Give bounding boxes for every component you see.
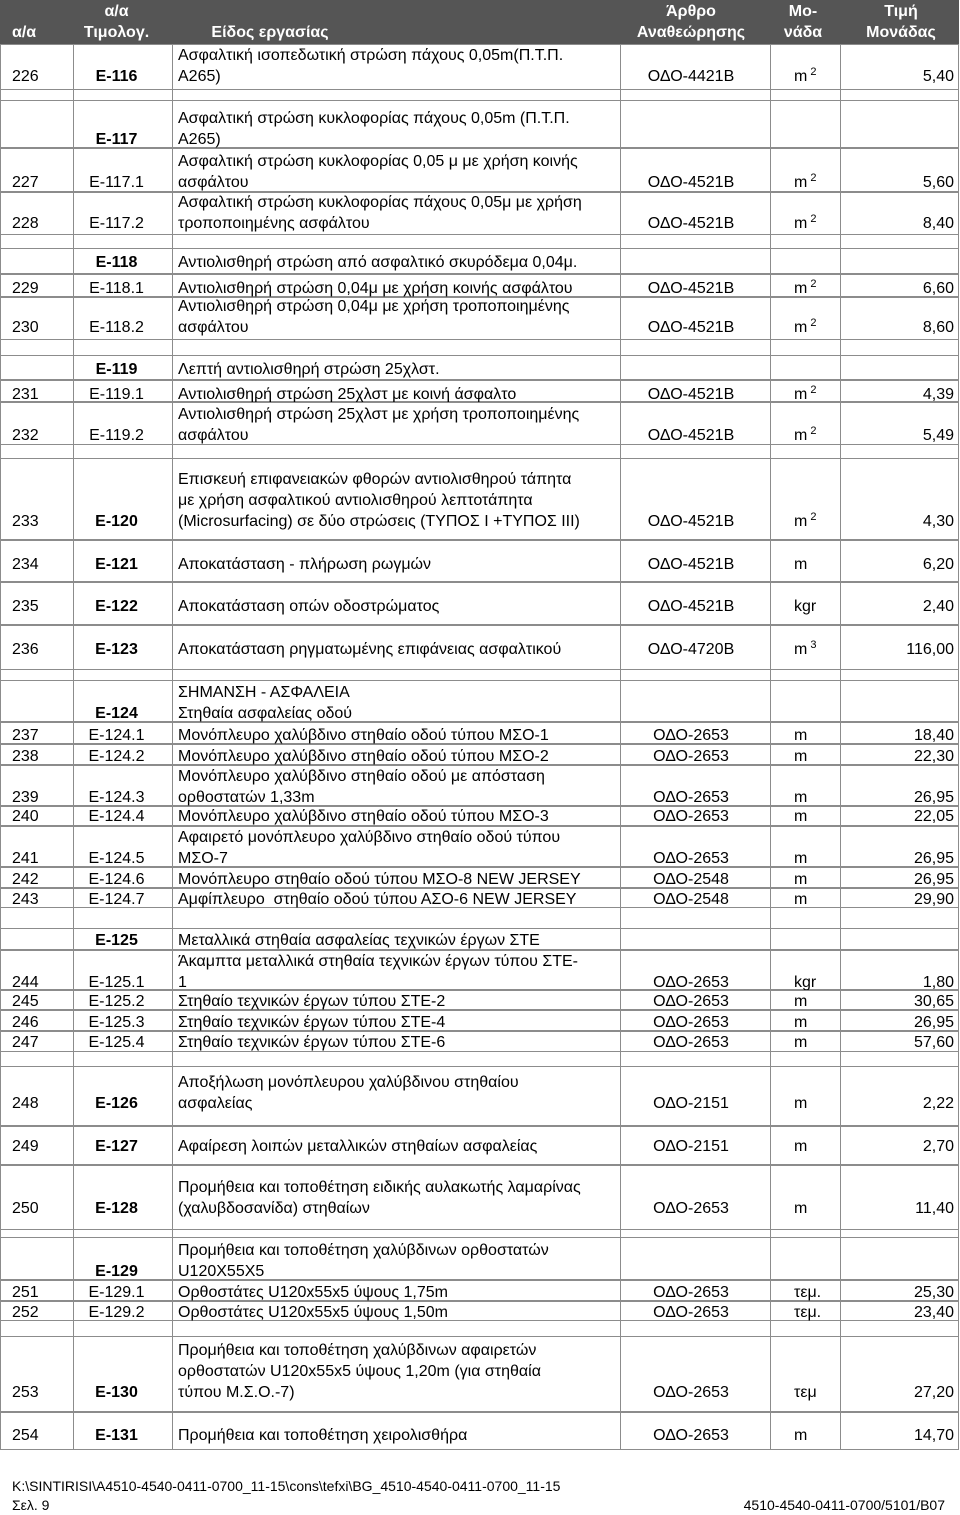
revision-article: ΟΔΟ-2151 <box>653 1094 729 1112</box>
work-description-line: Ορθοστάτες U120x55x5 ύψους 1,50m <box>178 1303 448 1321</box>
price-code: Ε-124.6 <box>88 870 145 888</box>
table-row <box>0 765 959 806</box>
item-number: 227 <box>12 173 39 191</box>
unit-symbol: m <box>794 992 808 1010</box>
unit-symbol: m <box>794 318 808 336</box>
work-description-line: Αντιολισθηρή στρώση από ασφαλτικό σκυρόδεμα 0,04μ. <box>178 253 578 271</box>
header-unit-line1: Μο- <box>788 3 818 20</box>
table-row <box>0 582 959 625</box>
revision-article: ΟΔΟ-2653 <box>653 1303 729 1321</box>
unit-symbol: m <box>794 1013 808 1031</box>
header-price-code-line2: Τιμολογ. <box>83 24 150 41</box>
unit-symbol: τεμ. <box>794 1303 822 1321</box>
unit-price: 57,60 <box>913 1033 954 1051</box>
unit-symbol: m <box>794 214 808 232</box>
work-description-line: ασφάλτου <box>178 173 249 191</box>
unit-cell <box>794 317 838 338</box>
unit-cell <box>794 1425 838 1446</box>
work-description-line: Αντιολισθηρή στρώση 25χλστ με κοινή άσφαλτο <box>178 385 517 403</box>
work-description-line: Άκαμπτα μεταλλικά στηθαία τεχνικών έργων τύπου ΣΤΕ- <box>178 952 578 970</box>
unit-price: 5,49 <box>922 426 954 444</box>
table-row <box>0 380 959 402</box>
unit-cell <box>794 725 838 746</box>
revision-article: ΟΔΟ-2653 <box>653 747 729 765</box>
revision-article: ΟΔΟ-4521Β <box>647 385 735 403</box>
unit-price: 8,40 <box>922 214 954 232</box>
item-number: 239 <box>12 788 39 806</box>
table-row <box>0 867 959 888</box>
price-code: Ε-125.4 <box>88 1033 145 1051</box>
unit-cell <box>794 278 838 299</box>
work-description-line: Αποκατάσταση ρηγματωμένης επιφάνειας ασφαλτικού <box>178 640 562 658</box>
work-description-line: Αντιολισθηρή στρώση 0,04μ με χρήση κοινής ασφάλτου <box>178 279 573 297</box>
unit-cell <box>794 172 838 193</box>
unit-symbol: m <box>794 1199 808 1217</box>
revision-article: ΟΔΟ-4521Β <box>647 597 735 615</box>
footer-page-number: Σελ. 9 <box>12 1497 50 1513</box>
revision-article: ΟΔΟ-4421Β <box>647 67 735 85</box>
unit-cell <box>794 1382 838 1403</box>
item-number: 233 <box>12 512 39 530</box>
price-code: Ε-124 <box>95 704 138 722</box>
work-description-line: Αποξήλωση μονόπλευρου χαλύβδινου στηθαίου <box>178 1073 519 1091</box>
revision-article: ΟΔΟ-4521Β <box>647 512 735 530</box>
category-row <box>0 1237 959 1280</box>
work-description-line: Ασφαλτική στρώση κυκλοφορίας 0,05 μ με χρήση κοινής <box>178 152 578 170</box>
unit-symbol: τεμ <box>794 1383 817 1401</box>
table-row <box>0 192 959 235</box>
unit-symbol: m <box>794 726 808 744</box>
price-code: Ε-119.1 <box>89 385 144 403</box>
price-code: Ε-125.3 <box>88 1013 145 1031</box>
unit-symbol: m <box>794 1426 808 1444</box>
unit-symbol: m <box>794 512 808 530</box>
item-number: 246 <box>12 1013 39 1031</box>
unit-symbol: m <box>794 747 808 765</box>
revision-article: ΟΔΟ-2653 <box>653 807 729 825</box>
work-description-line: ορθοστατών U120x55x5 ύψους 1,20m (για στηθαία <box>178 1362 541 1380</box>
unit-price: 23,40 <box>913 1303 954 1321</box>
price-code: Ε-127 <box>95 1137 138 1155</box>
table-row <box>0 722 959 744</box>
unit-price: 116,00 <box>906 640 954 658</box>
header-unit-price-line2: Μονάδας <box>866 24 936 41</box>
price-code: Ε-118.2 <box>89 318 144 336</box>
unit-cell <box>794 213 838 234</box>
revision-article: ΟΔΟ-2653 <box>653 1283 729 1301</box>
work-description-line: Αντιολισθηρή στρώση 25χλστ με χρήση τροποποιημένης <box>178 405 580 423</box>
unit-cell <box>794 1198 838 1219</box>
unit-cell <box>794 1302 838 1323</box>
unit-cell <box>794 1032 838 1053</box>
table-row <box>0 888 959 908</box>
unit-cell <box>794 1093 838 1114</box>
price-code: Ε-116 <box>95 67 138 85</box>
unit-exponent: 2 <box>810 424 817 437</box>
revision-article: ΟΔΟ-4521Β <box>647 555 735 573</box>
work-description-line: Προμήθεια και τοποθέτηση χειρολισθήρα <box>178 1426 468 1444</box>
price-code: Ε-119.2 <box>89 426 144 444</box>
table-row <box>0 1031 959 1052</box>
category-row <box>0 928 959 950</box>
work-description-line: Ασφαλτική στρώση κυκλοφορίας πάχους 0,05μ με χρήση <box>178 193 582 211</box>
revision-article: ΟΔΟ-4720Β <box>647 640 735 658</box>
price-code: Ε-122 <box>95 597 138 615</box>
item-number: 232 <box>12 426 39 444</box>
unit-exponent: 2 <box>810 510 817 523</box>
unit-price: 5,40 <box>922 67 954 85</box>
work-description-line: τύπου Μ.Σ.Ο.-7) <box>178 1383 295 1401</box>
unit-price: 2,40 <box>922 597 954 615</box>
work-description-line: Μονόπλευρο στηθαίο οδού τύπου ΜΣΟ-8 NEW JERSEY <box>178 870 581 888</box>
table-row <box>0 1336 959 1412</box>
unit-symbol: kgr <box>794 597 817 615</box>
work-description-line: Αντιολισθηρή στρώση 0,04μ με χρήση τροποποιημένης <box>178 297 570 315</box>
work-description-line: Στηθαίο τεχνικών έργων τύπου ΣΤΕ-6 <box>178 1033 446 1051</box>
revision-article: ΟΔΟ-2653 <box>653 849 729 867</box>
header-unit-price-line1: Τιμή <box>884 3 918 20</box>
revision-article: ΟΔΟ-2548 <box>653 870 729 888</box>
unit-price: 5,60 <box>922 173 954 191</box>
table-row <box>0 1010 959 1031</box>
work-description-line: Μονόπλευρο χαλύβδινο στηθαίο οδού τύπου ΜΣΟ-3 <box>178 807 549 825</box>
header-unit-line2: νάδα <box>783 24 823 41</box>
unit-price: 2,22 <box>922 1094 954 1112</box>
price-code: Ε-125.2 <box>88 992 145 1010</box>
item-number: 245 <box>12 992 39 1010</box>
category-row <box>0 355 959 380</box>
price-code: Ε-129.2 <box>88 1303 145 1321</box>
unit-cell <box>794 848 838 869</box>
work-description-line: Μονόπλευρο χαλύβδινο στηθαίο οδού τύπου ΜΣΟ-1 <box>178 726 549 744</box>
table-row <box>0 458 959 540</box>
price-code: Ε-125 <box>95 931 138 949</box>
item-number: 244 <box>12 973 39 991</box>
work-description-line: Αποκατάσταση - πλήρωση ρωγμών <box>178 555 432 573</box>
unit-price: 14,70 <box>913 1426 954 1444</box>
unit-cell <box>794 806 838 827</box>
unit-price: 27,20 <box>913 1383 954 1401</box>
revision-article: ΟΔΟ-4521Β <box>647 426 735 444</box>
unit-cell <box>794 554 838 575</box>
work-description-line: τροποποιημένης ασφάλτου <box>178 214 370 232</box>
work-description-line: Λεπτή αντιολισθηρή στρώση 25χλστ. <box>178 360 440 378</box>
category-row <box>0 680 959 722</box>
work-description-line: Ορθοστάτες U120x55x5 ύψους 1,75m <box>178 1283 448 1301</box>
item-number: 243 <box>12 890 39 908</box>
work-description-line: Α265) <box>178 130 221 148</box>
unit-cell <box>794 746 838 767</box>
work-description-line: Επισκευή επιφανειακών φθορών αντιολισθηρού τάπητα <box>178 470 572 488</box>
unit-cell <box>794 1282 838 1303</box>
table-row <box>0 1301 959 1321</box>
work-description-line: (χαλυβδοσανίδα) στηθαίων <box>178 1199 370 1217</box>
unit-cell <box>794 1012 838 1033</box>
revision-article: ΟΔΟ-2653 <box>653 726 729 744</box>
table-row <box>0 1280 959 1301</box>
unit-symbol: m <box>794 385 808 403</box>
item-number: 248 <box>12 1094 39 1112</box>
price-code: Ε-124.4 <box>88 807 145 825</box>
unit-price: 22,30 <box>913 747 954 765</box>
work-description-line: Αφαίρεση λοιπών μεταλλικών στηθαίων ασφαλείας <box>178 1137 538 1155</box>
unit-cell <box>794 596 838 617</box>
unit-cell <box>794 639 838 660</box>
unit-price: 4,39 <box>922 385 954 403</box>
item-number: 254 <box>12 1426 39 1444</box>
item-number: 250 <box>12 1199 39 1217</box>
item-number: 235 <box>12 597 39 615</box>
unit-price: 26,95 <box>913 788 954 806</box>
price-code: Ε-118.1 <box>89 279 144 297</box>
table-row <box>0 148 959 192</box>
unit-symbol: m <box>794 640 808 658</box>
price-code: Ε-117 <box>95 130 138 148</box>
table-row <box>0 540 959 582</box>
revision-article: ΟΔΟ-4521Β <box>647 173 735 191</box>
unit-price: 22,05 <box>913 807 954 825</box>
work-description-line: Αποκατάσταση οπών οδοστρώματος <box>178 597 440 615</box>
unit-symbol: kgr <box>794 973 817 991</box>
unit-symbol: m <box>794 173 808 191</box>
price-code: Ε-131 <box>95 1426 138 1444</box>
price-code: Ε-124.2 <box>88 747 145 765</box>
work-description-line: ασφαλείας <box>178 1094 253 1112</box>
table-row <box>0 950 959 990</box>
work-description-line: Μεταλλικά στηθαία ασφαλείας τεχνικών έργων ΣΤΕ <box>178 931 540 949</box>
price-code: Ε-117.2 <box>89 214 144 232</box>
work-description-line: ασφάλτου <box>178 318 249 336</box>
revision-article: ΟΔΟ-2653 <box>653 1383 729 1401</box>
item-number: 241 <box>12 849 39 867</box>
unit-exponent: 2 <box>810 383 817 396</box>
table-row <box>0 1412 959 1450</box>
revision-article: ΟΔΟ-2653 <box>653 1426 729 1444</box>
work-description-line: Στηθαία ασφαλείας οδού <box>178 704 353 722</box>
unit-cell <box>794 1136 838 1157</box>
revision-article: ΟΔΟ-4521Β <box>647 214 735 232</box>
header-article-line2: Αναθεώρησης <box>636 24 746 41</box>
unit-symbol: m <box>794 788 808 806</box>
unit-symbol: m <box>794 1033 808 1051</box>
unit-symbol: m <box>794 849 808 867</box>
unit-symbol: m <box>794 870 808 888</box>
unit-price: 1,80 <box>922 973 954 991</box>
table-row <box>0 806 959 826</box>
unit-exponent: 2 <box>810 171 817 184</box>
revision-article: ΟΔΟ-2653 <box>653 1033 729 1051</box>
unit-symbol: m <box>794 1094 808 1112</box>
table-row <box>0 990 959 1010</box>
work-description-line: Α265) <box>178 67 221 85</box>
table-row <box>0 1066 959 1126</box>
table-row <box>0 402 959 445</box>
price-code: Ε-123 <box>95 640 138 658</box>
unit-cell <box>794 787 838 808</box>
unit-price: 6,60 <box>922 279 954 297</box>
work-description-line: Ασφαλτική στρώση κυκλοφορίας πάχους 0,05m (Π.Τ.Π. <box>178 109 570 127</box>
unit-exponent: 2 <box>810 277 817 290</box>
unit-price: 11,40 <box>915 1199 954 1217</box>
work-description-line: (Microsurfacing) σε δύο στρώσεις (ΤΥΠΟΣ Ι +ΤΥΠΟΣ ΙΙΙ) <box>178 512 580 530</box>
price-code: Ε-128 <box>95 1199 138 1217</box>
unit-cell <box>794 889 838 910</box>
unit-cell <box>794 991 838 1012</box>
unit-cell <box>794 425 838 446</box>
item-number: 229 <box>12 279 39 297</box>
item-number: 253 <box>12 1383 39 1401</box>
unit-exponent: 2 <box>810 316 817 329</box>
unit-price: 30,65 <box>913 992 954 1010</box>
work-description-line: ορθοστατών 1,33m <box>178 788 315 806</box>
unit-price: 29,90 <box>913 890 954 908</box>
work-description-line: Προμήθεια και τοποθέτηση χαλύβδινων ορθοστατών <box>178 1241 549 1259</box>
footer-file-path: K:\SINTIRISI\A4510-4540-0411-0700_11-15\cons\tefxi\BG_4510-4540-0411-0700_11-15 <box>12 1478 561 1494</box>
category-row <box>0 248 959 274</box>
item-number: 230 <box>12 318 39 336</box>
price-code: Ε-124.1 <box>88 726 145 744</box>
price-code: Ε-119 <box>95 360 138 378</box>
revision-article: ΟΔΟ-2653 <box>653 973 729 991</box>
price-code: Ε-130 <box>95 1383 138 1401</box>
item-number: 240 <box>12 807 39 825</box>
item-number: 231 <box>12 385 39 403</box>
work-description-line: Προμήθεια και τοποθέτηση ειδικής αυλακωτής λαμαρίνας <box>178 1178 581 1196</box>
item-number: 252 <box>12 1303 39 1321</box>
work-description-line: Αμφίπλευρο στηθαίο οδού τύπου ΑΣΟ-6 NEW JERSEY <box>178 890 577 908</box>
item-number: 249 <box>12 1137 39 1155</box>
work-description-line: Στηθαίο τεχνικών έργων τύπου ΣΤΕ-4 <box>178 1013 446 1031</box>
item-number: 236 <box>12 640 39 658</box>
price-code: Ε-129.1 <box>88 1283 145 1301</box>
revision-article: ΟΔΟ-2653 <box>653 992 729 1010</box>
revision-article: ΟΔΟ-4521Β <box>647 318 735 336</box>
item-number: 226 <box>12 67 39 85</box>
item-number: 237 <box>12 726 39 744</box>
price-code: Ε-126 <box>95 1094 138 1112</box>
header-article-line1: Άρθρο <box>666 3 716 20</box>
item-number: 251 <box>12 1283 39 1301</box>
unit-price: 4,30 <box>922 512 954 530</box>
unit-price: 26,95 <box>913 1013 954 1031</box>
item-number: 247 <box>12 1033 39 1051</box>
unit-symbol: m <box>794 67 808 85</box>
work-description-line: Μονόπλευρο χαλύβδινο στηθαίο οδού τύπου ΜΣΟ-2 <box>178 747 549 765</box>
unit-exponent: 3 <box>810 638 817 651</box>
table-row <box>0 44 959 90</box>
unit-price: 6,20 <box>922 555 954 573</box>
price-code: Ε-125.1 <box>88 973 145 991</box>
unit-symbol: m <box>794 279 808 297</box>
work-description-line: με χρήση ασφαλτικού αντιολισθηρού λεπτοτάπητα <box>178 491 533 509</box>
table-row <box>0 625 959 670</box>
work-description-line: Ασφαλτική ισοπεδωτική στρώση πάχους 0,05m(Π.Τ.Π. <box>178 46 564 64</box>
table-row <box>0 826 959 867</box>
price-code: Ε-129 <box>95 1262 138 1280</box>
header-work-description: Είδος εργασίας <box>211 24 329 41</box>
header-item-number: α/α <box>12 24 37 41</box>
revision-article: ΟΔΟ-2151 <box>653 1137 729 1155</box>
table-row <box>0 744 959 765</box>
table-row <box>0 274 959 297</box>
revision-article: ΟΔΟ-2653 <box>653 1013 729 1031</box>
price-code: Ε-121 <box>95 555 138 573</box>
work-description-line: ασφάλτου <box>178 426 249 444</box>
revision-article: ΟΔΟ-4521Β <box>647 279 735 297</box>
header-price-code-line1: α/α <box>104 3 129 20</box>
unit-price: 18,40 <box>913 726 954 744</box>
work-description-line: ΜΣΟ-7 <box>178 849 228 867</box>
work-description-line: U120X55X5 <box>178 1262 265 1280</box>
work-description-line: Προμήθεια και τοποθέτηση χαλύβδινων αφαιρετών <box>178 1341 537 1359</box>
item-number: 234 <box>12 555 39 573</box>
price-code: Ε-120 <box>95 512 138 530</box>
unit-symbol: m <box>794 807 808 825</box>
price-code: Ε-117.1 <box>89 173 144 191</box>
item-number: 228 <box>12 214 39 232</box>
unit-symbol: τεμ. <box>794 1283 822 1301</box>
unit-symbol: m <box>794 426 808 444</box>
table-row <box>0 1126 959 1165</box>
unit-price: 2,70 <box>922 1137 954 1155</box>
unit-symbol: m <box>794 890 808 908</box>
table-row <box>0 297 959 340</box>
unit-price: 26,95 <box>913 849 954 867</box>
work-description-line: Αφαιρετό μονόπλευρο χαλύβδινο στηθαίο οδού τύπου <box>178 828 561 846</box>
price-code: Ε-118 <box>95 253 138 271</box>
price-code: Ε-124.3 <box>88 788 145 806</box>
work-description-line: 1 <box>178 973 187 991</box>
unit-price: 26,95 <box>913 870 954 888</box>
item-number: 242 <box>12 870 39 888</box>
item-number: 238 <box>12 747 39 765</box>
unit-cell <box>794 869 838 890</box>
revision-article: ΟΔΟ-2653 <box>653 1199 729 1217</box>
price-code: Ε-124.7 <box>88 890 145 908</box>
price-code: Ε-124.5 <box>88 849 145 867</box>
unit-symbol: m <box>794 1137 808 1155</box>
unit-price: 8,60 <box>922 318 954 336</box>
unit-cell <box>794 66 838 87</box>
work-description-line: ΣΗΜΑΝΣΗ - ΑΣΦΑΛΕΙΑ <box>178 683 350 701</box>
unit-exponent: 2 <box>810 212 817 225</box>
work-description-line: Μονόπλευρο χαλύβδινο στηθαίο οδού με απόσταση <box>178 767 545 785</box>
work-description-line: Στηθαίο τεχνικών έργων τύπου ΣΤΕ-2 <box>178 992 446 1010</box>
unit-price: 25,30 <box>913 1283 954 1301</box>
revision-article: ΟΔΟ-2653 <box>653 788 729 806</box>
unit-cell <box>794 511 838 532</box>
revision-article: ΟΔΟ-2548 <box>653 890 729 908</box>
table-row <box>0 1165 959 1230</box>
footer-document-code: 4510-4540-0411-0700/5101/B07 <box>743 1497 945 1513</box>
category-row <box>0 100 959 148</box>
unit-symbol: m <box>794 555 808 573</box>
unit-exponent: 2 <box>810 65 817 78</box>
